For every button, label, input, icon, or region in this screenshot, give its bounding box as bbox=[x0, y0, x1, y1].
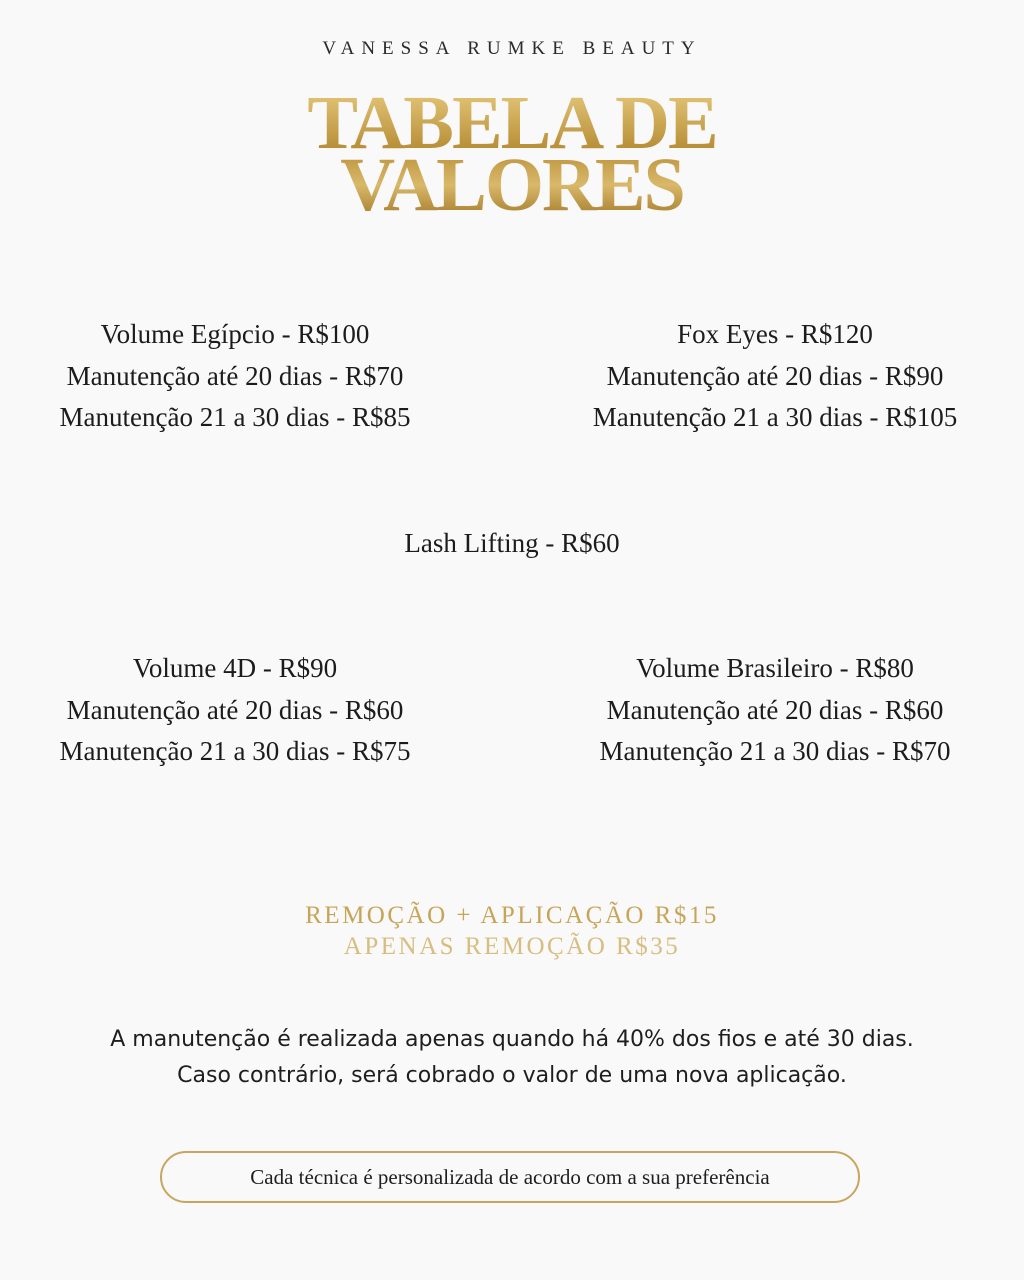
service-price: Lash Lifting - R$60 bbox=[404, 528, 620, 558]
note-line-1: A manutenção é realizada apenas quando há 40% dos fios e até 30 dias. bbox=[110, 1027, 914, 1052]
maintenance-note bbox=[0, 1022, 1024, 1094]
price-block-volume-brasileiro bbox=[555, 648, 995, 773]
maintenance-30-price: Manutenção 21 a 30 dias - R$85 bbox=[59, 402, 411, 432]
maintenance-20-price: Manutenção até 20 dias - R$70 bbox=[66, 360, 404, 391]
service-price: Volume Egípcio - R$100 bbox=[100, 319, 370, 349]
personalization-badge: Cada técnica é personalizada de acordo com a sua preferência bbox=[160, 1151, 860, 1203]
removal-only-price: APENAS REMOÇÃO R$35 bbox=[343, 933, 681, 960]
maintenance-20-price: Manutenção até 20 dias - R$60 bbox=[606, 694, 944, 725]
price-block-lash-lifting bbox=[312, 523, 712, 565]
removal-application-price: REMOÇÃO + APLICAÇÃO R$15 bbox=[305, 902, 719, 929]
removal-prices bbox=[0, 900, 1024, 962]
maintenance-30-price: Manutenção 21 a 30 dias - R$70 bbox=[599, 736, 951, 766]
maintenance-30-price: Manutenção 21 a 30 dias - R$105 bbox=[592, 402, 958, 432]
note-line-2: Caso contrário, será cobrado o valor de uma nova aplicação. bbox=[177, 1063, 847, 1088]
price-block-volume-egipcio bbox=[20, 314, 450, 439]
service-price: Volume 4D - R$90 bbox=[132, 653, 338, 683]
price-block-volume-4d bbox=[20, 648, 450, 773]
maintenance-20-price: Manutenção até 20 dias - R$60 bbox=[66, 694, 404, 725]
page-title bbox=[0, 81, 1024, 227]
price-block-fox-eyes bbox=[555, 314, 995, 439]
service-price: Volume Brasileiro - R$80 bbox=[636, 653, 914, 683]
maintenance-30-price: Manutenção 21 a 30 dias - R$75 bbox=[59, 736, 411, 766]
service-price: Fox Eyes - R$120 bbox=[677, 319, 873, 349]
maintenance-20-price: Manutenção até 20 dias - R$90 bbox=[606, 360, 944, 391]
title-line-1: TABELA DE bbox=[307, 81, 717, 165]
brand-name: VANESSA RUMKE BEAUTY bbox=[322, 38, 702, 59]
title-line-2: VALORES bbox=[340, 143, 684, 227]
